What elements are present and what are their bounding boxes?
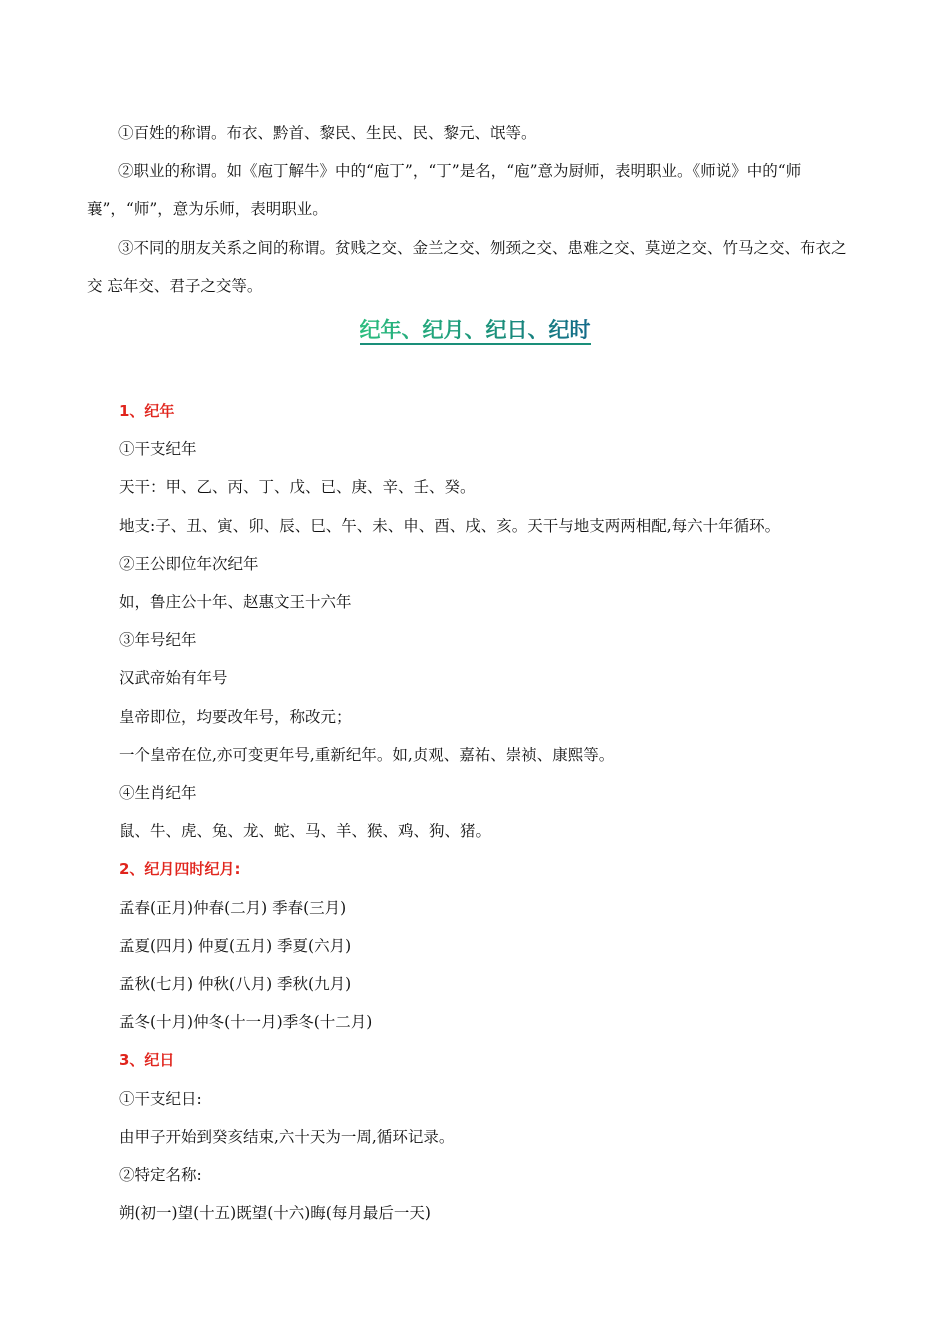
section-title <box>0 313 950 347</box>
content-line: 地支:子、丑、寅、卯、辰、巳、午、未、申、酉、戌、亥。天干与地支两两相配,每六十年循环。 <box>119 516 781 535</box>
content-line: ④生肖纪年 <box>119 784 197 802</box>
content-line: ②特定名称: <box>119 1166 202 1184</box>
content-line: 皇帝即位，均要改年号，称改元； <box>119 707 352 726</box>
paragraph-text: ①百姓的称谓。布衣、黔首、黎民、生民、民、黎元、氓等。 <box>118 124 537 142</box>
content-line: ①干支纪日: <box>119 1089 202 1108</box>
content-line: 鼠、牛、虎、兔、龙、蛇、马、羊、猴、鸡、狗、猪。 <box>119 822 492 841</box>
paragraph-friendship-titles <box>87 229 857 305</box>
section-title-text: 纪年、纪月、纪日、纪时 <box>360 318 591 345</box>
content-line: ③年号纪年 <box>119 631 197 650</box>
content-line: 汉武帝始有年号 <box>119 669 228 688</box>
paragraph-occupation-titles <box>87 152 857 228</box>
content-line: 孟冬(十月)仲冬(十一月)季冬(十二月) <box>119 1013 373 1032</box>
section-heading: 2、纪月四时纪月: <box>119 860 241 879</box>
content-line: 孟夏(四月) 仲夏(五月) 季夏(六月) <box>119 936 352 955</box>
content-line: 孟春(正月)仲春(二月) 季春(三月) <box>119 898 347 917</box>
section-heading: 3、纪日 <box>119 1051 175 1070</box>
content-line: ①干支纪年 <box>119 440 197 459</box>
paragraph-commoner-titles <box>87 114 857 152</box>
section-heading: 1、纪年 <box>119 402 175 420</box>
content-line: 一个皇帝在位,亦可变更年号,重新纪年。如,贞观、嘉祐、崇祯、康熙等。 <box>119 745 615 764</box>
content-line: 孟秋(七月) 仲秋(八月) 季秋(九月) <box>119 975 352 993</box>
paragraph-text: ③不同的朋友关系之间的称谓。贫贱之交、金兰之交、刎颈之交、患难之交、莫逆之交、竹马之交、布衣之交 忘年交、君子之交等。 <box>87 239 847 295</box>
content-line: 由甲子开始到癸亥结束,六十天为一周,循环记录。 <box>119 1127 455 1146</box>
content-line: ②王公即位年次纪年 <box>119 554 259 573</box>
content-line: 朔(初一)望(十五)既望(十六)晦(每月最后一天) <box>119 1204 431 1223</box>
content-line: 如，鲁庄公十年、赵惠文王十六年 <box>119 593 352 611</box>
content-line: 天干：甲、乙、丙、丁、戊、已、庚、辛、壬、癸。 <box>119 478 476 497</box>
paragraph-text: ②职业的称谓。如《庖丁解牛》中的“庖丁”，“丁”是名，“庖”意为厨师，表明职业。《师说》中的“师襄”，“师”，意为乐师，表明职业。 <box>87 162 802 218</box>
